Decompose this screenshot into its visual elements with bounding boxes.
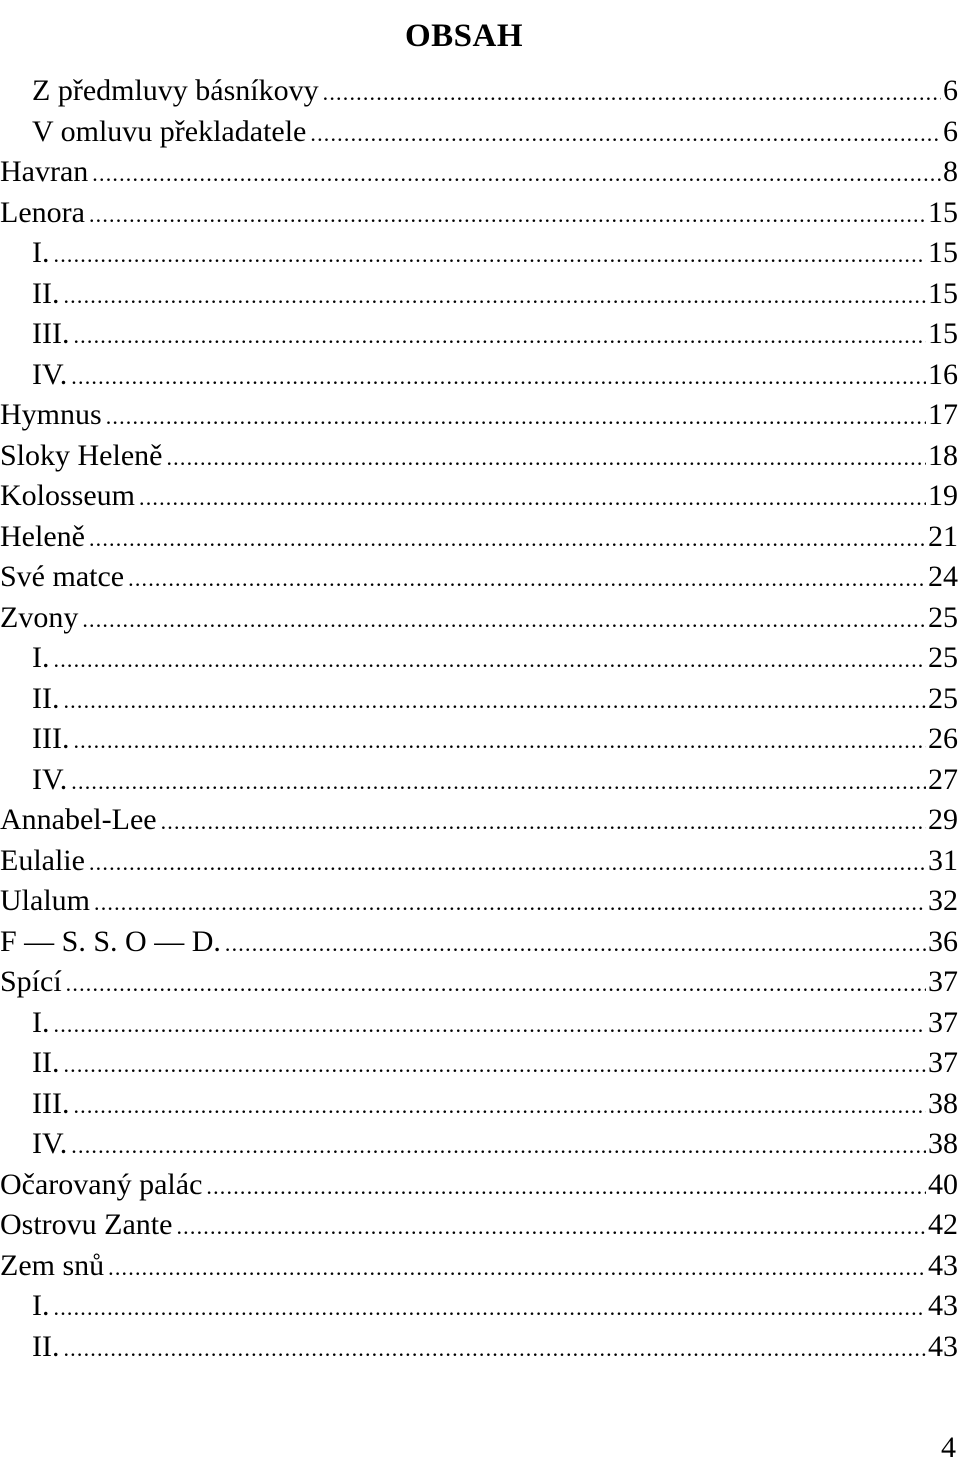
dot-leader: [63, 1329, 926, 1370]
table-of-contents: [0, 71, 958, 1367]
toc-entry-page: 6: [943, 114, 958, 148]
dot-leader: [176, 1207, 926, 1248]
toc-entry-title: Z předmluvy básníkovy: [32, 74, 319, 107]
toc-entry[interactable]: [0, 881, 958, 922]
dot-leader: [73, 721, 926, 762]
toc-entry[interactable]: [0, 314, 958, 355]
toc-entry-page: 38: [928, 1127, 958, 1160]
toc-entry-title: Heleně: [0, 519, 85, 553]
toc-entry[interactable]: [0, 962, 958, 1003]
dot-leader: [106, 397, 926, 438]
toc-entry[interactable]: [0, 1205, 958, 1246]
toc-entry-page: 32: [928, 884, 958, 917]
toc-entry-title: Havran: [0, 155, 89, 188]
toc-entry-title: Ostrovu Zante: [0, 1208, 173, 1241]
toc-entry[interactable]: [0, 71, 958, 112]
toc-entry[interactable]: [0, 1003, 958, 1044]
dot-leader: [71, 762, 926, 803]
dot-leader: [63, 1045, 926, 1086]
toc-entry-title: II.: [32, 1329, 60, 1363]
toc-entry[interactable]: [0, 719, 958, 760]
toc-entry-page: 19: [928, 479, 958, 512]
dot-leader: [310, 114, 941, 155]
dot-leader: [92, 154, 941, 195]
toc-entry[interactable]: [0, 355, 958, 396]
toc-entry-page: 37: [928, 1046, 958, 1079]
dot-leader: [323, 73, 941, 114]
toc-entry-page: 6: [943, 74, 958, 107]
dot-leader: [54, 1005, 927, 1046]
toc-entry-title: I.: [32, 1005, 50, 1039]
toc-entry-title: I.: [32, 641, 50, 674]
toc-entry-page: 25: [928, 600, 958, 634]
toc-entry-title: Zem snů: [0, 1248, 105, 1282]
toc-entry[interactable]: [0, 1043, 958, 1084]
toc-entry[interactable]: [0, 800, 958, 841]
dot-leader: [89, 195, 926, 236]
toc-entry-page: 37: [928, 1005, 958, 1039]
toc-entry-page: 8: [943, 155, 958, 188]
toc-entry-title: Zvony: [0, 600, 79, 634]
dot-leader: [82, 600, 926, 641]
toc-entry-page: 25: [928, 681, 958, 715]
toc-entry-title: F — S. S. O — D.: [0, 924, 221, 958]
toc-entry-page: 18: [928, 438, 958, 472]
toc-entry-title: Spící: [0, 965, 62, 998]
dot-leader: [54, 640, 927, 681]
toc-entry[interactable]: [0, 517, 958, 558]
toc-entry-title: II.: [32, 1046, 60, 1079]
dot-leader: [63, 276, 926, 317]
toc-entry-title: III.: [32, 317, 70, 350]
toc-entry-page: 38: [928, 1086, 958, 1120]
toc-entry-title: I.: [32, 236, 50, 269]
toc-entry-page: 43: [928, 1329, 958, 1363]
toc-entry-title: III.: [32, 1086, 70, 1120]
toc-entry-page: 21: [928, 519, 958, 553]
dot-leader: [73, 316, 926, 357]
toc-entry-page: 17: [928, 398, 958, 431]
dot-leader: [139, 478, 926, 519]
dot-leader: [94, 883, 926, 924]
toc-entry-page: 43: [928, 1289, 958, 1322]
toc-entry-title: Annabel-Lee: [0, 803, 157, 836]
toc-entry-title: IV.: [32, 1127, 68, 1160]
toc-entry-title: I.: [32, 1289, 50, 1322]
toc-entry-page: 25: [928, 641, 958, 674]
toc-entry[interactable]: [0, 638, 958, 679]
dot-leader: [71, 1126, 926, 1167]
toc-entry[interactable]: [0, 1084, 958, 1125]
toc-entry[interactable]: [0, 152, 958, 193]
dot-leader: [108, 1248, 926, 1289]
toc-entry[interactable]: [0, 922, 958, 963]
toc-entry[interactable]: [0, 476, 958, 517]
toc-entry-title: V omluvu překladatele: [32, 114, 307, 148]
toc-entry-page: 43: [928, 1248, 958, 1282]
dot-leader: [89, 519, 926, 560]
dot-leader: [225, 924, 926, 965]
toc-entry-page: 24: [928, 560, 958, 593]
toc-entry-title: Eulalie: [0, 843, 85, 877]
toc-entry-page: 16: [928, 357, 958, 391]
toc-entry[interactable]: [0, 1286, 958, 1327]
dot-leader: [161, 802, 926, 843]
toc-entry-page: 40: [928, 1167, 958, 1201]
toc-entry-page: 15: [928, 317, 958, 350]
dot-leader: [89, 843, 926, 884]
toc-entry[interactable]: [0, 557, 958, 598]
toc-entry-title: Hymnus: [0, 398, 102, 431]
toc-entry[interactable]: [0, 233, 958, 274]
toc-entry-page: 27: [928, 762, 958, 796]
dot-leader: [66, 964, 926, 1005]
toc-entry-page: 37: [928, 965, 958, 998]
dot-leader: [166, 438, 926, 479]
toc-entry-title: Očarovaný palác: [0, 1167, 203, 1201]
toc-entry[interactable]: [0, 1124, 958, 1165]
toc-entry-title: Ulalum: [0, 884, 90, 917]
dot-leader: [71, 357, 926, 398]
toc-entry-title: Lenora: [0, 195, 85, 229]
toc-entry-page: 26: [928, 722, 958, 755]
page-title: OBSAH: [404, 18, 524, 55]
toc-entry-page: 15: [928, 236, 958, 269]
toc-entry[interactable]: [0, 760, 958, 801]
toc-entry[interactable]: [0, 841, 958, 882]
toc-entry-title: II.: [32, 681, 60, 715]
toc-entry-title: Kolosseum: [0, 479, 135, 512]
toc-entry[interactable]: [0, 274, 958, 315]
toc-entry[interactable]: [0, 1246, 958, 1287]
toc-entry-page: 29: [928, 803, 958, 836]
toc-entry-page: 36: [928, 924, 958, 958]
toc-entry[interactable]: [0, 598, 958, 639]
toc-entry[interactable]: [0, 112, 958, 153]
dot-leader: [54, 1288, 927, 1329]
toc-entry-title: II.: [32, 276, 60, 310]
toc-entry-title: Své matce: [0, 560, 125, 593]
toc-entry-page: 31: [928, 843, 958, 877]
dot-leader: [54, 235, 927, 276]
toc-entry-title: Sloky Heleně: [0, 438, 163, 472]
dot-leader: [63, 681, 926, 722]
toc-entry-page: 42: [928, 1208, 958, 1241]
toc-entry[interactable]: [0, 1327, 958, 1368]
dot-leader: [73, 1086, 926, 1127]
toc-entry[interactable]: [0, 436, 958, 477]
toc-entry[interactable]: [0, 395, 958, 436]
toc-entry[interactable]: [0, 1165, 958, 1206]
toc-entry-page: 15: [928, 195, 958, 229]
toc-entry-page: 15: [928, 276, 958, 310]
toc-entry-title: IV.: [32, 762, 68, 796]
toc-entry-title: IV.: [32, 357, 68, 391]
dot-leader: [128, 559, 926, 600]
toc-entry[interactable]: [0, 193, 958, 234]
dot-leader: [206, 1167, 926, 1208]
page-number: 4: [941, 1431, 956, 1464]
toc-entry[interactable]: [0, 679, 958, 720]
toc-entry-title: III.: [32, 722, 70, 755]
